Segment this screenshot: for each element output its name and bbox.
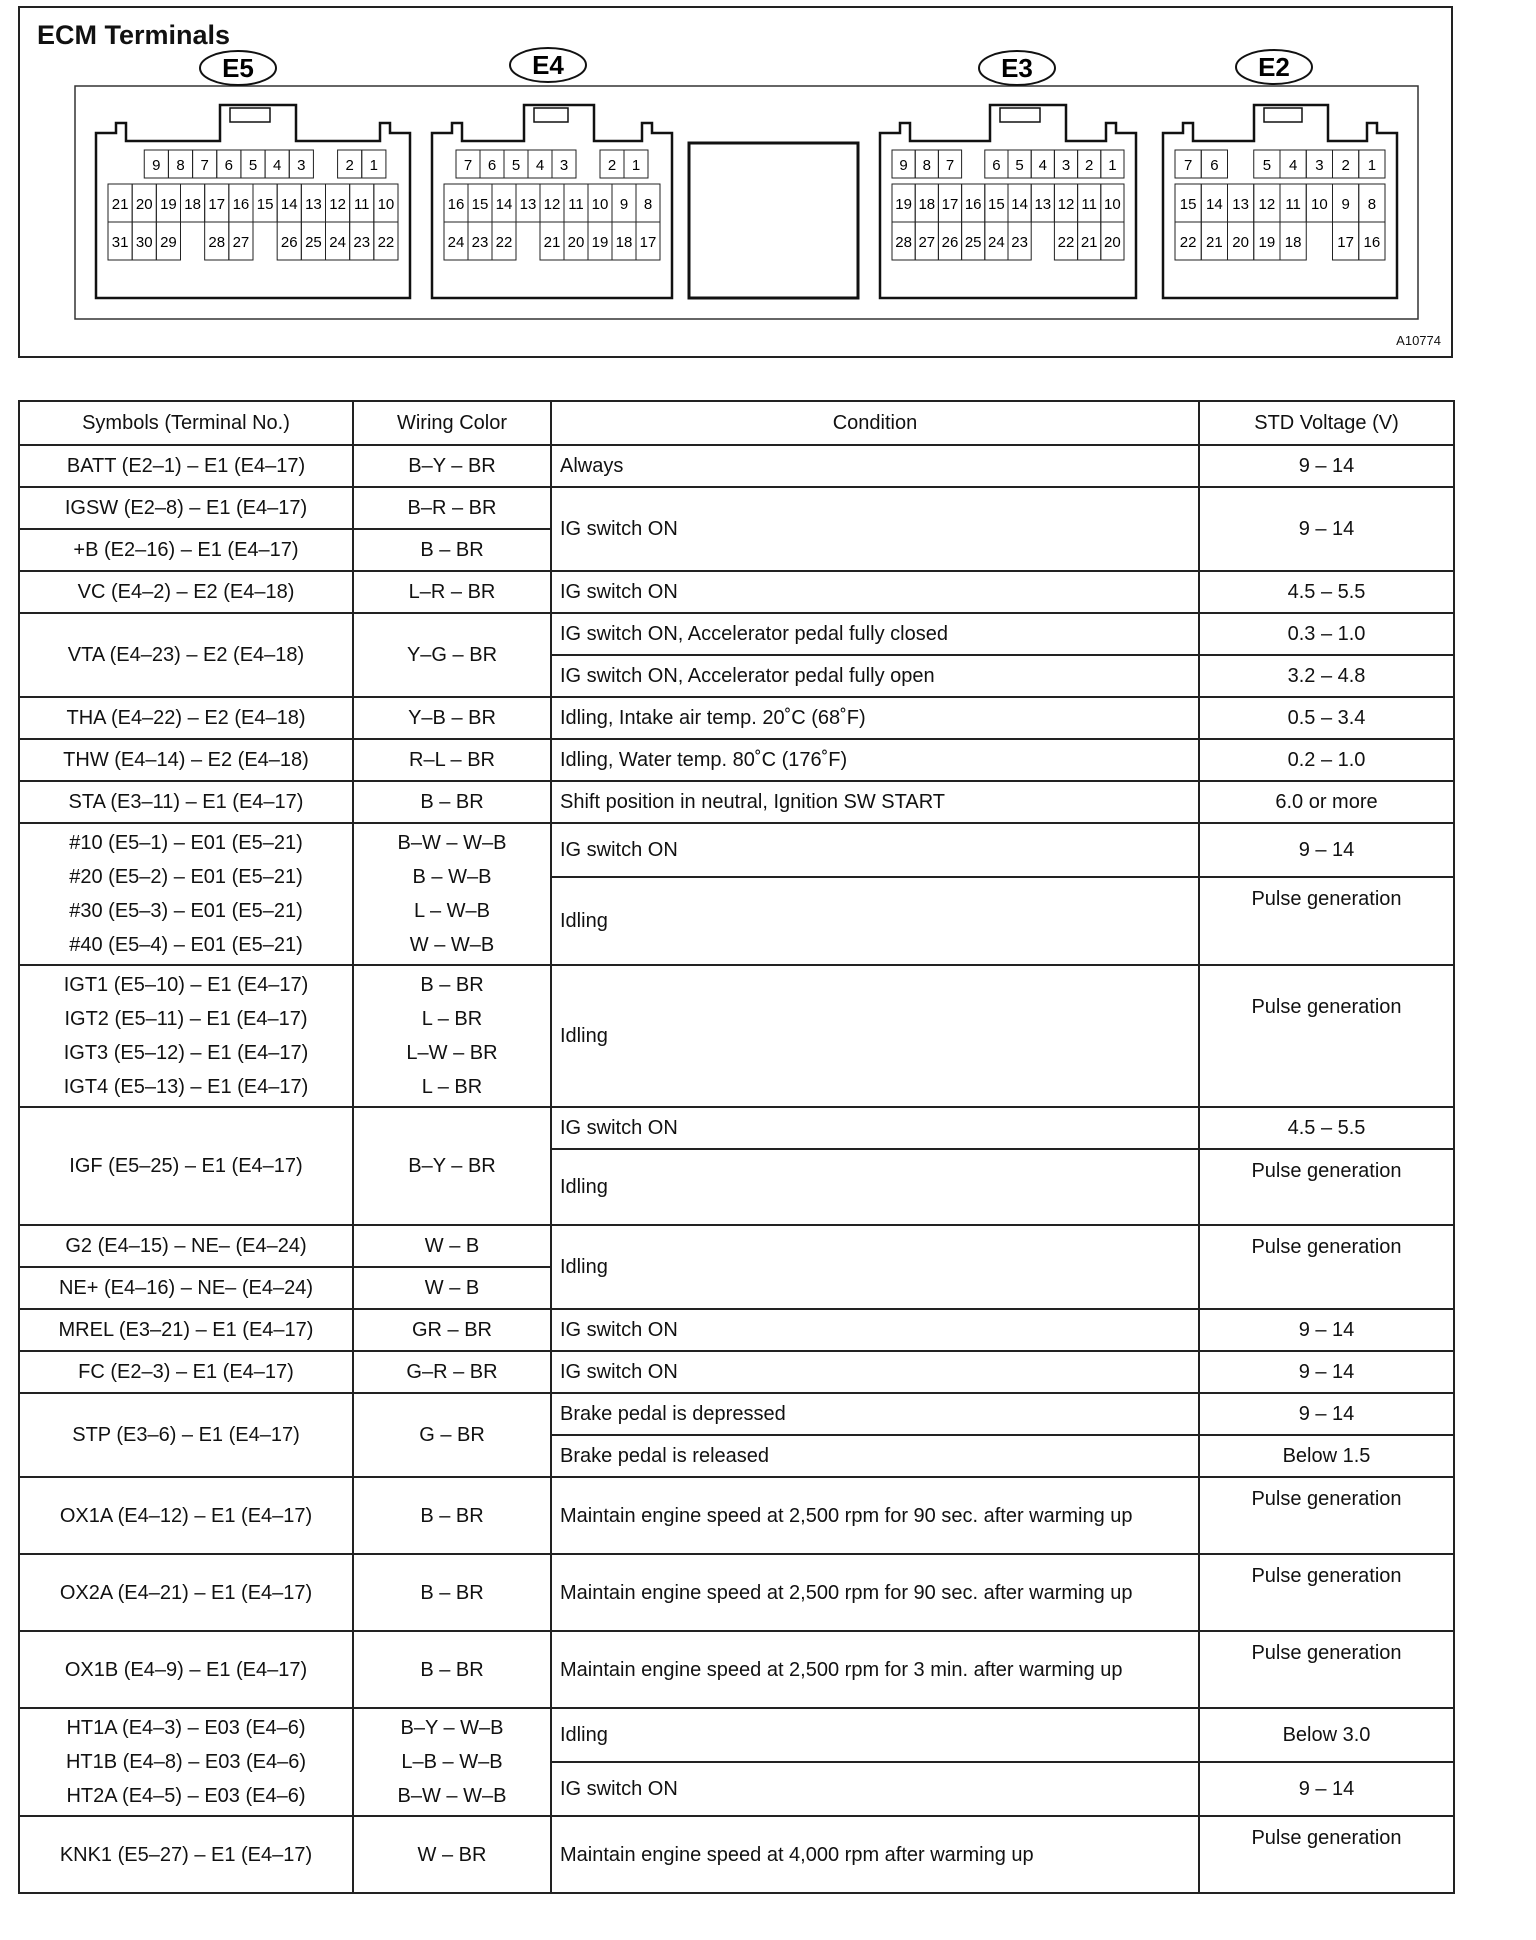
wiring-line: L–B – W–B xyxy=(401,1751,503,1773)
pin-number: 3 xyxy=(297,157,306,174)
pin-number: 23 xyxy=(353,234,371,251)
symbol-line: G2 (E4–15) – NE– (E4–24) xyxy=(65,1235,307,1257)
table-row xyxy=(19,1309,1454,1351)
symbol-line: MREL (E3–21) – E1 (E4–17) xyxy=(58,1319,314,1341)
wiring-cell xyxy=(353,1225,551,1267)
voltage-cell: 3.2 – 4.8 xyxy=(1199,655,1454,697)
voltage-cell: 9 – 14 xyxy=(1199,1309,1454,1351)
table-row xyxy=(19,739,1454,781)
pin-number: 21 xyxy=(1206,234,1223,251)
pin-number: 11 xyxy=(353,196,370,213)
condition-cell: Idling, Water temp. 80˚C (176˚F) xyxy=(551,739,1199,781)
wiring-cell xyxy=(353,613,551,697)
wiring-line: B – W–B xyxy=(412,866,492,888)
pin-number: 17 xyxy=(1337,234,1354,251)
symbol-line: THA (E4–22) – E2 (E4–18) xyxy=(66,707,306,729)
symbol-line: VC (E4–2) – E2 (E4–18) xyxy=(77,581,295,603)
pin-number: 24 xyxy=(329,234,346,251)
wiring-line: B–Y – W–B xyxy=(400,1717,504,1739)
connector-e3 xyxy=(880,51,1136,298)
wiring-cell xyxy=(353,697,551,739)
table-row xyxy=(19,571,1454,613)
wiring-line: L–W – BR xyxy=(406,1042,498,1064)
voltage-cell: Pulse generation xyxy=(1199,1816,1454,1893)
pin-number: 14 xyxy=(1206,196,1223,213)
pin-number: 13 xyxy=(305,196,322,213)
pin-number: 9 xyxy=(152,157,161,174)
pin-number: 8 xyxy=(176,157,185,174)
wiring-line: L – BR xyxy=(421,1008,483,1030)
pin-number: 7 xyxy=(945,157,955,174)
condition-cell: IG switch ON xyxy=(551,487,1199,571)
wiring-line: B – BR xyxy=(420,1658,484,1681)
pin-number: 4 xyxy=(1288,157,1298,174)
condition-cell: IG switch ON xyxy=(551,571,1199,613)
wiring-line: B–Y – BR xyxy=(408,455,496,477)
voltage-cell: 0.2 – 1.0 xyxy=(1199,739,1454,781)
pin-number: 6 xyxy=(992,157,1001,174)
pin-number: 3 xyxy=(559,157,569,174)
table-row xyxy=(19,781,1454,823)
pin-number: 6 xyxy=(1210,157,1219,174)
pin-number: 24 xyxy=(447,234,465,251)
pin-number: 18 xyxy=(184,196,201,213)
header-std-voltage: STD Voltage (V) xyxy=(1199,401,1454,445)
pin-number: 5 xyxy=(1015,157,1024,174)
voltage-cell: 9 – 14 xyxy=(1199,1351,1454,1393)
symbol-cell xyxy=(19,1631,353,1708)
symbol-line: #30 (E5–3) – E01 (E5–21) xyxy=(69,900,303,922)
pin-number: 23 xyxy=(1011,234,1028,251)
symbol-cell xyxy=(19,1816,353,1893)
symbol-line: IGT2 (E5–11) – E1 (E4–17) xyxy=(64,1008,308,1030)
condition-cell: IG switch ON xyxy=(551,1762,1199,1816)
condition-cell: Always xyxy=(551,445,1199,487)
condition-cell: Idling xyxy=(551,1225,1199,1309)
voltage-cell: 4.5 – 5.5 xyxy=(1199,1107,1454,1149)
condition-cell: Maintain engine speed at 4,000 rpm after warming up xyxy=(551,1816,1199,1893)
wiring-cell xyxy=(353,1708,551,1816)
symbol-cell xyxy=(19,1554,353,1631)
pin-number: 22 xyxy=(495,234,513,251)
wiring-cell xyxy=(353,823,551,965)
pin-number: 8 xyxy=(643,196,653,213)
symbol-cell xyxy=(19,697,353,739)
symbol-line: THW (E4–14) – E2 (E4–18) xyxy=(63,749,309,771)
pin-number: 9 xyxy=(899,157,908,174)
pin-number: 5 xyxy=(511,157,521,174)
symbol-cell xyxy=(19,613,353,697)
wiring-line: B – BR xyxy=(420,1581,484,1604)
table-row xyxy=(19,1708,1454,1762)
pin-number: 27 xyxy=(918,234,936,251)
pin-number: 22 xyxy=(377,234,395,251)
symbol-line: KNK1 (E5–27) – E1 (E4–17) xyxy=(59,1843,313,1866)
pin-number: 14 xyxy=(1011,196,1028,213)
pin-number: 19 xyxy=(1258,234,1276,251)
condition-cell: Idling xyxy=(551,965,1199,1107)
pin-number: 10 xyxy=(377,196,395,213)
pin-number: 11 xyxy=(1285,196,1301,213)
condition-cell: IG switch ON xyxy=(551,1107,1199,1149)
symbol-cell xyxy=(19,1267,353,1309)
diagram-title: ECM Terminals xyxy=(37,20,231,50)
symbol-cell xyxy=(19,1309,353,1351)
symbol-line: #20 (E5–2) – E01 (E5–21) xyxy=(69,866,303,888)
pin-number: 19 xyxy=(591,234,609,251)
condition-cell: Idling xyxy=(551,1708,1199,1762)
pin-number: 9 xyxy=(1341,196,1350,213)
wiring-line: B – BR xyxy=(420,974,484,996)
symbol-line: IGT4 (E5–13) – E1 (E4–17) xyxy=(63,1076,309,1098)
pin-number: 17 xyxy=(639,234,657,251)
pin-number: 28 xyxy=(208,234,226,251)
pin-number: 15 xyxy=(256,196,274,213)
symbol-cell xyxy=(19,739,353,781)
symbol-cell xyxy=(19,1393,353,1477)
voltage-cell: Pulse generation xyxy=(1199,1631,1454,1708)
wiring-line: B–R – BR xyxy=(407,497,497,519)
pin-number: 16 xyxy=(232,196,250,213)
pin-number: 2 xyxy=(345,157,354,174)
pin-number: 20 xyxy=(1232,234,1249,251)
symbol-cell xyxy=(19,823,353,965)
ecm-terminal-diagram xyxy=(18,6,1453,358)
pin-number: 17 xyxy=(941,196,959,213)
wiring-cell xyxy=(353,487,551,529)
pin-number: 21 xyxy=(111,196,129,213)
pin-number: 15 xyxy=(471,196,489,213)
symbol-line: +B (E2–16) – E1 (E4–17) xyxy=(73,539,299,561)
connector-e5 xyxy=(96,51,410,298)
wiring-line: G – BR xyxy=(419,1424,485,1446)
header-row xyxy=(19,401,1454,445)
pin-number: 25 xyxy=(964,234,982,251)
wiring-line: R–L – BR xyxy=(409,749,495,771)
wiring-cell xyxy=(353,445,551,487)
table-row xyxy=(19,965,1454,1107)
voltage-cell: 9 – 14 xyxy=(1199,823,1454,877)
wiring-line: G–R – BR xyxy=(406,1361,498,1383)
pin-number: 8 xyxy=(1367,196,1377,213)
condition-cell: Idling xyxy=(551,1149,1199,1225)
pin-number: 7 xyxy=(1183,157,1193,174)
symbol-cell xyxy=(19,487,353,529)
symbol-line: IGSW (E2–8) – E1 (E4–17) xyxy=(64,497,308,519)
pin-number: 10 xyxy=(591,196,609,213)
voltage-cell: 4.5 – 5.5 xyxy=(1199,571,1454,613)
connector-drawing xyxy=(20,8,1451,356)
connector-label: E2 xyxy=(1258,52,1290,82)
symbol-cell xyxy=(19,965,353,1107)
pin-number: 4 xyxy=(1038,157,1047,174)
wiring-line: B – BR xyxy=(420,791,484,813)
wiring-line: L – BR xyxy=(421,1076,483,1098)
pin-number: 18 xyxy=(918,196,936,213)
pin-number: 21 xyxy=(1080,234,1098,251)
wiring-line: GR – BR xyxy=(411,1319,493,1341)
pin-number: 15 xyxy=(1179,196,1197,213)
symbol-line: #10 (E5–1) – E01 (E5–21) xyxy=(69,832,303,854)
pin-number: 29 xyxy=(160,234,177,251)
symbol-line: VTA (E4–23) – E2 (E4–18) xyxy=(67,644,305,666)
voltage-cell: 6.0 or more xyxy=(1199,781,1454,823)
pin-number: 19 xyxy=(895,196,912,213)
table-row xyxy=(19,487,1454,529)
pin-number: 1 xyxy=(1108,157,1117,174)
wiring-line: B – BR xyxy=(420,1504,484,1527)
pin-number: 2 xyxy=(1085,157,1094,174)
wiring-line: W – B xyxy=(424,1277,480,1299)
pin-number: 7 xyxy=(200,157,209,174)
wiring-cell xyxy=(353,1107,551,1225)
pin-number: 16 xyxy=(964,196,982,213)
wiring-cell xyxy=(353,1351,551,1393)
wiring-cell xyxy=(353,571,551,613)
symbol-line: OX2A (E4–21) – E1 (E4–17) xyxy=(59,1581,313,1604)
voltage-cell: Pulse generation xyxy=(1199,877,1454,965)
voltage-cell: Pulse generation xyxy=(1199,1477,1454,1554)
connector-label: E5 xyxy=(222,53,254,83)
table-row xyxy=(19,1554,1454,1631)
pin-number: 12 xyxy=(329,196,346,213)
wiring-line: B–W – W–B xyxy=(397,832,507,854)
voltage-cell: 9 – 14 xyxy=(1199,445,1454,487)
pin-number: 26 xyxy=(280,234,298,251)
wiring-line: W – BR xyxy=(417,1843,487,1866)
table-row xyxy=(19,1631,1454,1708)
voltage-cell: Below 1.5 xyxy=(1199,1435,1454,1477)
pin-number: 5 xyxy=(1262,157,1272,174)
pin-number: 5 xyxy=(248,157,258,174)
condition-cell: Maintain engine speed at 2,500 rpm for 3 min. after warming up xyxy=(551,1631,1199,1708)
wiring-line: B–W – W–B xyxy=(397,1785,507,1807)
condition-cell: Maintain engine speed at 2,500 rpm for 90 sec. after warming up xyxy=(551,1554,1199,1631)
condition-cell: Shift position in neutral, Ignition SW START xyxy=(551,781,1199,823)
pin-number: 12 xyxy=(1057,196,1075,213)
header-condition: Condition xyxy=(551,401,1199,445)
pin-number: 13 xyxy=(519,196,537,213)
table-row xyxy=(19,1393,1454,1435)
symbol-line: IGT1 (E5–10) – E1 (E4–17) xyxy=(63,974,309,996)
table-row xyxy=(19,1351,1454,1393)
pin-number: 7 xyxy=(463,157,473,174)
pin-number: 26 xyxy=(941,234,959,251)
condition-cell: IG switch ON, Accelerator pedal fully open xyxy=(551,655,1199,697)
condition-cell: Maintain engine speed at 2,500 rpm for 90 sec. after warming up xyxy=(551,1477,1199,1554)
wiring-cell xyxy=(353,1267,551,1309)
wiring-cell xyxy=(353,965,551,1107)
symbol-cell xyxy=(19,571,353,613)
symbol-cell xyxy=(19,1477,353,1554)
pin-number: 4 xyxy=(272,157,282,174)
figure-code: A10774 xyxy=(1396,333,1441,348)
pin-number: 8 xyxy=(922,157,931,174)
symbol-cell xyxy=(19,445,353,487)
table-row xyxy=(19,1477,1454,1554)
wiring-line: L – W–B xyxy=(414,900,490,922)
pin-number: 20 xyxy=(567,234,585,251)
symbol-line: NE+ (E4–16) – NE– (E4–24) xyxy=(58,1277,314,1299)
condition-cell: IG switch ON xyxy=(551,1309,1199,1351)
pin-number: 22 xyxy=(1057,234,1075,251)
table-row xyxy=(19,1816,1454,1893)
pin-number: 18 xyxy=(615,234,633,251)
pin-number: 22 xyxy=(1179,234,1197,251)
pin-number: 3 xyxy=(1061,157,1071,174)
symbol-line: FC (E2–3) – E1 (E4–17) xyxy=(78,1361,294,1383)
condition-cell: IG switch ON, Accelerator pedal fully closed xyxy=(551,613,1199,655)
symbol-line: STP (E3–6) – E1 (E4–17) xyxy=(72,1424,300,1446)
voltage-cell: Below 3.0 xyxy=(1199,1708,1454,1762)
pin-number: 11 xyxy=(1081,196,1097,213)
pin-number: 12 xyxy=(1258,196,1276,213)
pin-number: 2 xyxy=(1341,157,1350,174)
symbol-cell xyxy=(19,1708,353,1816)
wiring-cell xyxy=(353,739,551,781)
voltage-cell: Pulse generation xyxy=(1199,965,1454,1107)
wiring-cell xyxy=(353,1816,551,1893)
wiring-line: W – B xyxy=(424,1235,480,1257)
voltage-cell: Pulse generation xyxy=(1199,1149,1454,1225)
header-wiring-color: Wiring Color xyxy=(353,401,551,445)
pin-number: 13 xyxy=(1034,196,1052,213)
symbol-cell xyxy=(19,1107,353,1225)
pin-number: 25 xyxy=(305,234,322,251)
pin-number: 14 xyxy=(495,196,513,213)
symbol-line: OX1A (E4–12) – E1 (E4–17) xyxy=(59,1504,313,1527)
condition-cell: Idling, Intake air temp. 20˚C (68˚F) xyxy=(551,697,1199,739)
symbol-cell xyxy=(19,1225,353,1267)
condition-cell: IG switch ON xyxy=(551,823,1199,877)
pin-number: 1 xyxy=(631,157,641,174)
voltage-cell: Pulse generation xyxy=(1199,1554,1454,1631)
pin-number: 30 xyxy=(135,234,153,251)
pin-number: 10 xyxy=(1311,196,1328,213)
wiring-line: W – W–B xyxy=(409,934,495,956)
pin-number: 17 xyxy=(208,196,226,213)
pin-number: 1 xyxy=(1367,157,1377,174)
symbol-line: IGT3 (E5–12) – E1 (E4–17) xyxy=(63,1042,309,1064)
table-row xyxy=(19,1107,1454,1149)
pin-number: 6 xyxy=(224,157,234,174)
symbol-line: OX1B (E4–9) – E1 (E4–17) xyxy=(64,1658,308,1681)
wiring-line: Y–B – BR xyxy=(408,707,496,729)
wiring-cell xyxy=(353,529,551,571)
pin-number: 16 xyxy=(447,196,465,213)
symbol-line: #40 (E5–4) – E01 (E5–21) xyxy=(69,934,303,956)
voltage-cell: 9 – 14 xyxy=(1199,1393,1454,1435)
table-row xyxy=(19,1225,1454,1267)
pin-number: 20 xyxy=(135,196,153,213)
symbol-cell xyxy=(19,781,353,823)
symbol-cell xyxy=(19,529,353,571)
symbol-line: BATT (E2–1) – E1 (E4–17) xyxy=(66,455,306,477)
pin-number: 31 xyxy=(111,234,129,251)
wiring-cell xyxy=(353,1393,551,1477)
wiring-line: Y–G – BR xyxy=(406,644,498,666)
wiring-cell xyxy=(353,1477,551,1554)
voltage-cell: 9 – 14 xyxy=(1199,1762,1454,1816)
voltage-cell: 9 – 14 xyxy=(1199,487,1454,571)
pin-number: 4 xyxy=(535,157,545,174)
pin-number: 6 xyxy=(487,157,497,174)
wiring-cell xyxy=(353,781,551,823)
pin-number: 16 xyxy=(1363,234,1381,251)
pin-number: 24 xyxy=(988,234,1005,251)
pin-number: 27 xyxy=(232,234,250,251)
table-row xyxy=(19,445,1454,487)
wiring-cell xyxy=(353,1631,551,1708)
symbol-line: STA (E3–11) – E1 (E4–17) xyxy=(68,791,304,813)
connector-label: E4 xyxy=(532,50,564,80)
pin-number: 3 xyxy=(1315,157,1324,174)
pin-number: 12 xyxy=(543,196,561,213)
table-row xyxy=(19,613,1454,655)
voltage-cell: 0.5 – 3.4 xyxy=(1199,697,1454,739)
symbol-cell xyxy=(19,1351,353,1393)
wiring-line: B – BR xyxy=(420,539,484,561)
pin-number: 19 xyxy=(160,196,177,213)
pin-number: 10 xyxy=(1104,196,1121,213)
pin-number: 11 xyxy=(568,196,584,213)
symbol-line: HT1B (E4–8) – E03 (E4–6) xyxy=(65,1751,307,1773)
pin-number: 21 xyxy=(543,234,561,251)
pin-number: 13 xyxy=(1232,196,1249,213)
wiring-cell xyxy=(353,1309,551,1351)
pin-number: 1 xyxy=(369,157,379,174)
connector-e2 xyxy=(1163,50,1397,298)
pin-number: 14 xyxy=(280,196,298,213)
pin-number: 15 xyxy=(988,196,1005,213)
pin-number: 20 xyxy=(1104,234,1121,251)
wiring-line: L–R – BR xyxy=(408,581,496,603)
condition-cell: Brake pedal is depressed xyxy=(551,1393,1199,1435)
pin-number: 23 xyxy=(471,234,489,251)
header-symbols: Symbols (Terminal No.) xyxy=(19,401,353,445)
condition-cell: Idling xyxy=(551,877,1199,965)
wiring-line: B–Y – BR xyxy=(408,1155,496,1177)
table-row xyxy=(19,697,1454,739)
symbol-line: IGF (E5–25) – E1 (E4–17) xyxy=(69,1155,303,1177)
center-block xyxy=(689,143,858,298)
table-row xyxy=(19,823,1454,877)
condition-cell: IG switch ON xyxy=(551,1351,1199,1393)
condition-cell: Brake pedal is released xyxy=(551,1435,1199,1477)
voltage-cell: Pulse generation xyxy=(1199,1225,1454,1309)
pin-number: 2 xyxy=(607,157,617,174)
pin-number: 28 xyxy=(895,234,912,251)
pin-number: 9 xyxy=(619,196,629,213)
symbol-line: HT1A (E4–3) – E03 (E4–6) xyxy=(66,1717,306,1739)
pin-number: 18 xyxy=(1284,234,1302,251)
connector-label: E3 xyxy=(1001,53,1033,83)
ecm-spec-table xyxy=(18,400,1455,1894)
voltage-cell: 0.3 – 1.0 xyxy=(1199,613,1454,655)
wiring-cell xyxy=(353,1554,551,1631)
symbol-line: HT2A (E4–5) – E03 (E4–6) xyxy=(66,1785,306,1807)
